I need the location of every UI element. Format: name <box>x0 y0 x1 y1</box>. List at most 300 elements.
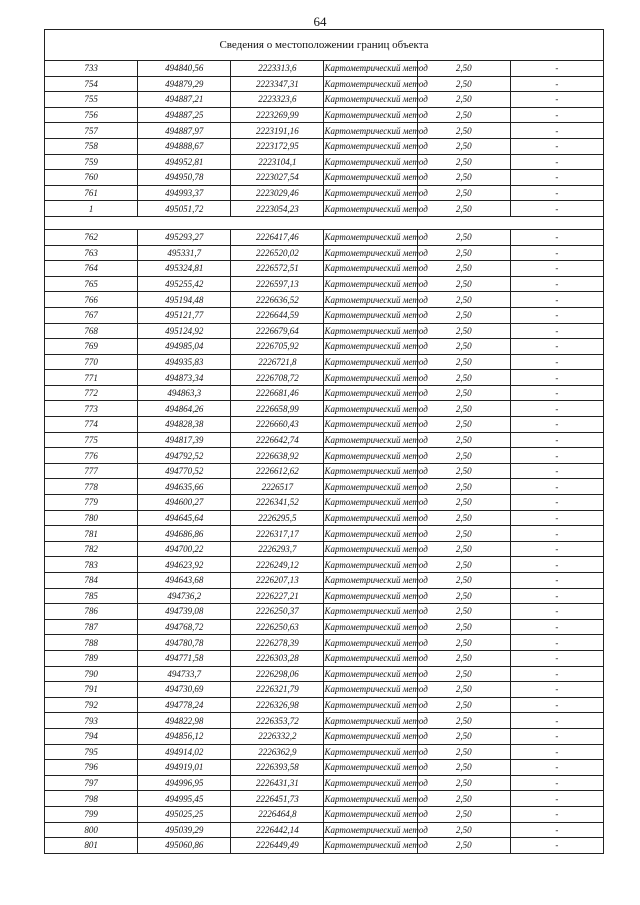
cell-precision: 2,50 <box>417 185 510 201</box>
cell-point-number: 733 <box>45 61 138 77</box>
cell-method: Картометрический метод <box>324 417 417 433</box>
cell-precision: 2,50 <box>417 261 510 277</box>
cell-description: - <box>510 760 603 776</box>
cell-precision: 2,50 <box>417 682 510 698</box>
cell-x-coordinate: 495255,42 <box>138 276 231 292</box>
cell-method: Картометрический метод <box>324 185 417 201</box>
cell-y-coordinate: 2226317,17 <box>231 526 324 542</box>
cell-method: Картометрический метод <box>324 339 417 355</box>
cell-description: - <box>510 154 603 170</box>
cell-x-coordinate: 494822,98 <box>138 713 231 729</box>
cell-method: Картометрический метод <box>324 154 417 170</box>
table-row <box>45 822 604 838</box>
cell-method: Картометрический метод <box>324 292 417 308</box>
cell-x-coordinate: 494736,2 <box>138 588 231 604</box>
cell-description: - <box>510 432 603 448</box>
cell-point-number: 755 <box>45 92 138 108</box>
table-row <box>45 61 604 77</box>
table-row <box>45 541 604 557</box>
cell-method: Картометрический метод <box>324 635 417 651</box>
cell-description: - <box>510 138 603 154</box>
cell-point-number: 756 <box>45 107 138 123</box>
table-row <box>45 354 604 370</box>
cell-point-number: 774 <box>45 417 138 433</box>
cell-x-coordinate: 494780,78 <box>138 635 231 651</box>
cell-description: - <box>510 495 603 511</box>
cell-method: Картометрический метод <box>324 323 417 339</box>
cell-point-number: 760 <box>45 170 138 186</box>
separator-cell <box>45 216 604 229</box>
cell-y-coordinate: 2226326,98 <box>231 697 324 713</box>
cell-description: - <box>510 401 603 417</box>
cell-precision: 2,50 <box>417 697 510 713</box>
cell-precision: 2,50 <box>417 432 510 448</box>
cell-method: Картометрический метод <box>324 479 417 495</box>
cell-x-coordinate: 494700,22 <box>138 541 231 557</box>
cell-point-number: 800 <box>45 822 138 838</box>
cell-y-coordinate: 2223027,54 <box>231 170 324 186</box>
cell-x-coordinate: 494914,02 <box>138 744 231 760</box>
cell-precision: 2,50 <box>417 385 510 401</box>
cell-description: - <box>510 666 603 682</box>
cell-precision: 2,50 <box>417 526 510 542</box>
cell-description: - <box>510 463 603 479</box>
cell-point-number: 782 <box>45 541 138 557</box>
cell-y-coordinate: 2226332,2 <box>231 728 324 744</box>
cell-precision: 2,50 <box>417 775 510 791</box>
cell-method: Картометрический метод <box>324 107 417 123</box>
cell-x-coordinate: 495194,48 <box>138 292 231 308</box>
cell-x-coordinate: 494985,04 <box>138 339 231 355</box>
cell-point-number: 761 <box>45 185 138 201</box>
table-row <box>45 417 604 433</box>
cell-y-coordinate: 2226250,37 <box>231 604 324 620</box>
cell-x-coordinate: 494828,38 <box>138 417 231 433</box>
table-row <box>45 463 604 479</box>
cell-precision: 2,50 <box>417 170 510 186</box>
cell-point-number: 776 <box>45 448 138 464</box>
cell-point-number: 793 <box>45 713 138 729</box>
table-row <box>45 838 604 854</box>
cell-y-coordinate: 2223269,99 <box>231 107 324 123</box>
table-row <box>45 138 604 154</box>
cell-y-coordinate: 2226250,63 <box>231 619 324 635</box>
cell-description: - <box>510 604 603 620</box>
cell-y-coordinate: 2226464,8 <box>231 806 324 822</box>
table-row <box>45 760 604 776</box>
cell-method: Картометрический метод <box>324 822 417 838</box>
cell-precision: 2,50 <box>417 619 510 635</box>
cell-method: Картометрический метод <box>324 666 417 682</box>
cell-point-number: 799 <box>45 806 138 822</box>
cell-precision: 2,50 <box>417 138 510 154</box>
cell-y-coordinate: 2226293,7 <box>231 541 324 557</box>
cell-point-number: 757 <box>45 123 138 139</box>
table-row <box>45 588 604 604</box>
table-row <box>45 635 604 651</box>
cell-precision: 2,50 <box>417 806 510 822</box>
table-row <box>45 682 604 698</box>
cell-x-coordinate: 495331,7 <box>138 245 231 261</box>
cell-method: Картометрический метод <box>324 541 417 557</box>
cell-description: - <box>510 526 603 542</box>
cell-description: - <box>510 822 603 838</box>
cell-description: - <box>510 417 603 433</box>
cell-point-number: 771 <box>45 370 138 386</box>
table-row <box>45 510 604 526</box>
cell-x-coordinate: 495051,72 <box>138 201 231 217</box>
cell-precision: 2,50 <box>417 292 510 308</box>
cell-x-coordinate: 494817,39 <box>138 432 231 448</box>
cell-x-coordinate: 494995,45 <box>138 791 231 807</box>
cell-description: - <box>510 588 603 604</box>
cell-point-number: 784 <box>45 573 138 589</box>
cell-y-coordinate: 2226612,62 <box>231 463 324 479</box>
table-row <box>45 744 604 760</box>
cell-y-coordinate: 2226660,43 <box>231 417 324 433</box>
cell-method: Картометрический метод <box>324 573 417 589</box>
cell-point-number: 762 <box>45 229 138 245</box>
table-row <box>45 619 604 635</box>
cell-x-coordinate: 494873,34 <box>138 370 231 386</box>
cell-method: Картометрический метод <box>324 588 417 604</box>
cell-x-coordinate: 494879,29 <box>138 76 231 92</box>
cell-x-coordinate: 495324,81 <box>138 261 231 277</box>
boundary-coordinates-table <box>44 29 604 854</box>
cell-method: Картометрический метод <box>324 495 417 511</box>
cell-y-coordinate: 2226520,02 <box>231 245 324 261</box>
cell-x-coordinate: 494739,08 <box>138 604 231 620</box>
cell-precision: 2,50 <box>417 838 510 854</box>
cell-method: Картометрический метод <box>324 354 417 370</box>
cell-method: Картометрический метод <box>324 229 417 245</box>
cell-description: - <box>510 170 603 186</box>
cell-precision: 2,50 <box>417 463 510 479</box>
cell-y-coordinate: 2226658,99 <box>231 401 324 417</box>
table-row <box>45 401 604 417</box>
cell-point-number: 781 <box>45 526 138 542</box>
cell-point-number: 791 <box>45 682 138 698</box>
table-row <box>45 370 604 386</box>
cell-point-number: 769 <box>45 339 138 355</box>
cell-precision: 2,50 <box>417 245 510 261</box>
cell-description: - <box>510 713 603 729</box>
cell-precision: 2,50 <box>417 123 510 139</box>
cell-point-number: 764 <box>45 261 138 277</box>
cell-description: - <box>510 261 603 277</box>
table-row <box>45 650 604 666</box>
cell-precision: 2,50 <box>417 604 510 620</box>
cell-y-coordinate: 2223054,23 <box>231 201 324 217</box>
cell-method: Картометрический метод <box>324 775 417 791</box>
cell-description: - <box>510 185 603 201</box>
cell-point-number: 1 <box>45 201 138 217</box>
cell-method: Картометрический метод <box>324 526 417 542</box>
cell-y-coordinate: 2226721,8 <box>231 354 324 370</box>
cell-x-coordinate: 495039,29 <box>138 822 231 838</box>
cell-precision: 2,50 <box>417 370 510 386</box>
table-row <box>45 245 604 261</box>
cell-precision: 2,50 <box>417 354 510 370</box>
cell-description: - <box>510 229 603 245</box>
cell-x-coordinate: 494686,86 <box>138 526 231 542</box>
table-row <box>45 495 604 511</box>
cell-method: Картометрический метод <box>324 510 417 526</box>
cell-precision: 2,50 <box>417 401 510 417</box>
cell-method: Картометрический метод <box>324 697 417 713</box>
cell-y-coordinate: 2226353,72 <box>231 713 324 729</box>
cell-point-number: 770 <box>45 354 138 370</box>
cell-method: Картометрический метод <box>324 448 417 464</box>
cell-precision: 2,50 <box>417 76 510 92</box>
cell-point-number: 801 <box>45 838 138 854</box>
cell-y-coordinate: 2226393,58 <box>231 760 324 776</box>
cell-y-coordinate: 2226644,59 <box>231 307 324 323</box>
cell-description: - <box>510 292 603 308</box>
cell-description: - <box>510 682 603 698</box>
table-row <box>45 123 604 139</box>
cell-method: Картометрический метод <box>324 838 417 854</box>
cell-y-coordinate: 2223029,46 <box>231 185 324 201</box>
cell-y-coordinate: 2223104,1 <box>231 154 324 170</box>
cell-point-number: 792 <box>45 697 138 713</box>
table-row <box>45 229 604 245</box>
cell-method: Картометрический метод <box>324 307 417 323</box>
cell-description: - <box>510 806 603 822</box>
separator-row <box>45 216 604 229</box>
cell-precision: 2,50 <box>417 760 510 776</box>
cell-method: Картометрический метод <box>324 619 417 635</box>
cell-precision: 2,50 <box>417 107 510 123</box>
cell-method: Картометрический метод <box>324 744 417 760</box>
table-row <box>45 76 604 92</box>
cell-x-coordinate: 494864,26 <box>138 401 231 417</box>
cell-method: Картометрический метод <box>324 806 417 822</box>
table-row <box>45 323 604 339</box>
cell-point-number: 778 <box>45 479 138 495</box>
table-row <box>45 201 604 217</box>
table-row <box>45 728 604 744</box>
table-row <box>45 339 604 355</box>
cell-precision: 2,50 <box>417 557 510 573</box>
cell-precision: 2,50 <box>417 728 510 744</box>
cell-method: Картометрический метод <box>324 245 417 261</box>
cell-precision: 2,50 <box>417 744 510 760</box>
cell-y-coordinate: 2226517 <box>231 479 324 495</box>
cell-y-coordinate: 2226679,64 <box>231 323 324 339</box>
cell-description: - <box>510 541 603 557</box>
cell-y-coordinate: 2226642,74 <box>231 432 324 448</box>
cell-y-coordinate: 2223172,95 <box>231 138 324 154</box>
cell-x-coordinate: 494645,64 <box>138 510 231 526</box>
cell-precision: 2,50 <box>417 650 510 666</box>
cell-method: Картометрический метод <box>324 728 417 744</box>
cell-x-coordinate: 494733,7 <box>138 666 231 682</box>
cell-x-coordinate: 495025,25 <box>138 806 231 822</box>
table-row <box>45 557 604 573</box>
table-row <box>45 479 604 495</box>
table-row <box>45 185 604 201</box>
cell-method: Картометрический метод <box>324 201 417 217</box>
cell-description: - <box>510 744 603 760</box>
cell-y-coordinate: 2226442,14 <box>231 822 324 838</box>
cell-method: Картометрический метод <box>324 170 417 186</box>
cell-method: Картометрический метод <box>324 385 417 401</box>
cell-y-coordinate: 2226431,31 <box>231 775 324 791</box>
cell-x-coordinate: 494770,52 <box>138 463 231 479</box>
cell-y-coordinate: 2226207,13 <box>231 573 324 589</box>
cell-x-coordinate: 494840,56 <box>138 61 231 77</box>
cell-description: - <box>510 479 603 495</box>
cell-precision: 2,50 <box>417 713 510 729</box>
cell-precision: 2,50 <box>417 822 510 838</box>
cell-y-coordinate: 2226708,72 <box>231 370 324 386</box>
cell-point-number: 794 <box>45 728 138 744</box>
table-row <box>45 107 604 123</box>
cell-y-coordinate: 2226681,46 <box>231 385 324 401</box>
cell-y-coordinate: 2223191,16 <box>231 123 324 139</box>
cell-description: - <box>510 339 603 355</box>
cell-description: - <box>510 635 603 651</box>
cell-x-coordinate: 494919,01 <box>138 760 231 776</box>
cell-y-coordinate: 2226249,12 <box>231 557 324 573</box>
cell-point-number: 788 <box>45 635 138 651</box>
cell-x-coordinate: 494935,83 <box>138 354 231 370</box>
cell-x-coordinate: 494778,24 <box>138 697 231 713</box>
cell-x-coordinate: 494887,97 <box>138 123 231 139</box>
cell-x-coordinate: 495124,92 <box>138 323 231 339</box>
table-row <box>45 276 604 292</box>
cell-description: - <box>510 573 603 589</box>
cell-x-coordinate: 494993,37 <box>138 185 231 201</box>
cell-point-number: 777 <box>45 463 138 479</box>
cell-point-number: 780 <box>45 510 138 526</box>
cell-point-number: 768 <box>45 323 138 339</box>
cell-x-coordinate: 494771,58 <box>138 650 231 666</box>
cell-y-coordinate: 2223347,31 <box>231 76 324 92</box>
cell-y-coordinate: 2226705,92 <box>231 339 324 355</box>
cell-x-coordinate: 494768,72 <box>138 619 231 635</box>
table-title-row <box>45 30 604 61</box>
cell-precision: 2,50 <box>417 666 510 682</box>
cell-x-coordinate: 494600,27 <box>138 495 231 511</box>
cell-x-coordinate: 494950,78 <box>138 170 231 186</box>
cell-method: Картометрический метод <box>324 76 417 92</box>
cell-description: - <box>510 123 603 139</box>
cell-y-coordinate: 2223323,6 <box>231 92 324 108</box>
cell-x-coordinate: 494856,12 <box>138 728 231 744</box>
cell-method: Картометрический метод <box>324 713 417 729</box>
cell-y-coordinate: 2226417,46 <box>231 229 324 245</box>
cell-description: - <box>510 650 603 666</box>
cell-x-coordinate: 494643,68 <box>138 573 231 589</box>
cell-method: Картометрический метод <box>324 61 417 77</box>
cell-point-number: 786 <box>45 604 138 620</box>
cell-method: Картометрический метод <box>324 92 417 108</box>
cell-precision: 2,50 <box>417 154 510 170</box>
cell-precision: 2,50 <box>417 276 510 292</box>
cell-precision: 2,50 <box>417 495 510 511</box>
cell-point-number: 789 <box>45 650 138 666</box>
cell-point-number: 775 <box>45 432 138 448</box>
cell-x-coordinate: 494887,25 <box>138 107 231 123</box>
cell-description: - <box>510 201 603 217</box>
cell-y-coordinate: 2226572,51 <box>231 261 324 277</box>
cell-y-coordinate: 2226597,13 <box>231 276 324 292</box>
cell-x-coordinate: 494623,92 <box>138 557 231 573</box>
cell-point-number: 773 <box>45 401 138 417</box>
cell-point-number: 779 <box>45 495 138 511</box>
cell-description: - <box>510 385 603 401</box>
cell-description: - <box>510 276 603 292</box>
cell-point-number: 787 <box>45 619 138 635</box>
table-row <box>45 775 604 791</box>
table-row <box>45 573 604 589</box>
cell-y-coordinate: 2226636,52 <box>231 292 324 308</box>
cell-precision: 2,50 <box>417 417 510 433</box>
cell-y-coordinate: 2226341,52 <box>231 495 324 511</box>
cell-y-coordinate: 2226227,21 <box>231 588 324 604</box>
boundary-table-body <box>45 30 604 854</box>
cell-x-coordinate: 494863,3 <box>138 385 231 401</box>
cell-method: Картометрический метод <box>324 123 417 139</box>
cell-description: - <box>510 775 603 791</box>
table-title: Сведения о местоположении границ объекта <box>45 30 604 61</box>
cell-point-number: 798 <box>45 791 138 807</box>
cell-description: - <box>510 307 603 323</box>
cell-y-coordinate: 2223313,6 <box>231 61 324 77</box>
table-row <box>45 261 604 277</box>
cell-description: - <box>510 323 603 339</box>
cell-precision: 2,50 <box>417 92 510 108</box>
cell-x-coordinate: 494730,69 <box>138 682 231 698</box>
table-row <box>45 385 604 401</box>
cell-method: Картометрический метод <box>324 604 417 620</box>
cell-method: Картометрический метод <box>324 432 417 448</box>
cell-description: - <box>510 619 603 635</box>
cell-y-coordinate: 2226303,28 <box>231 650 324 666</box>
cell-description: - <box>510 92 603 108</box>
cell-point-number: 758 <box>45 138 138 154</box>
cell-description: - <box>510 354 603 370</box>
page-number: 64 <box>313 14 327 29</box>
cell-precision: 2,50 <box>417 479 510 495</box>
cell-x-coordinate: 494952,81 <box>138 154 231 170</box>
cell-point-number: 754 <box>45 76 138 92</box>
cell-point-number: 765 <box>45 276 138 292</box>
cell-precision: 2,50 <box>417 229 510 245</box>
cell-description: - <box>510 370 603 386</box>
cell-x-coordinate: 494887,21 <box>138 92 231 108</box>
cell-y-coordinate: 2226321,79 <box>231 682 324 698</box>
cell-x-coordinate: 495121,77 <box>138 307 231 323</box>
cell-point-number: 763 <box>45 245 138 261</box>
cell-point-number: 767 <box>45 307 138 323</box>
cell-precision: 2,50 <box>417 323 510 339</box>
cell-precision: 2,50 <box>417 573 510 589</box>
cell-point-number: 790 <box>45 666 138 682</box>
table-row <box>45 526 604 542</box>
cell-precision: 2,50 <box>417 339 510 355</box>
table-row <box>45 170 604 186</box>
cell-method: Картометрический метод <box>324 557 417 573</box>
cell-point-number: 783 <box>45 557 138 573</box>
cell-description: - <box>510 107 603 123</box>
cell-precision: 2,50 <box>417 635 510 651</box>
cell-method: Картометрический метод <box>324 463 417 479</box>
cell-method: Картометрический метод <box>324 276 417 292</box>
cell-precision: 2,50 <box>417 307 510 323</box>
